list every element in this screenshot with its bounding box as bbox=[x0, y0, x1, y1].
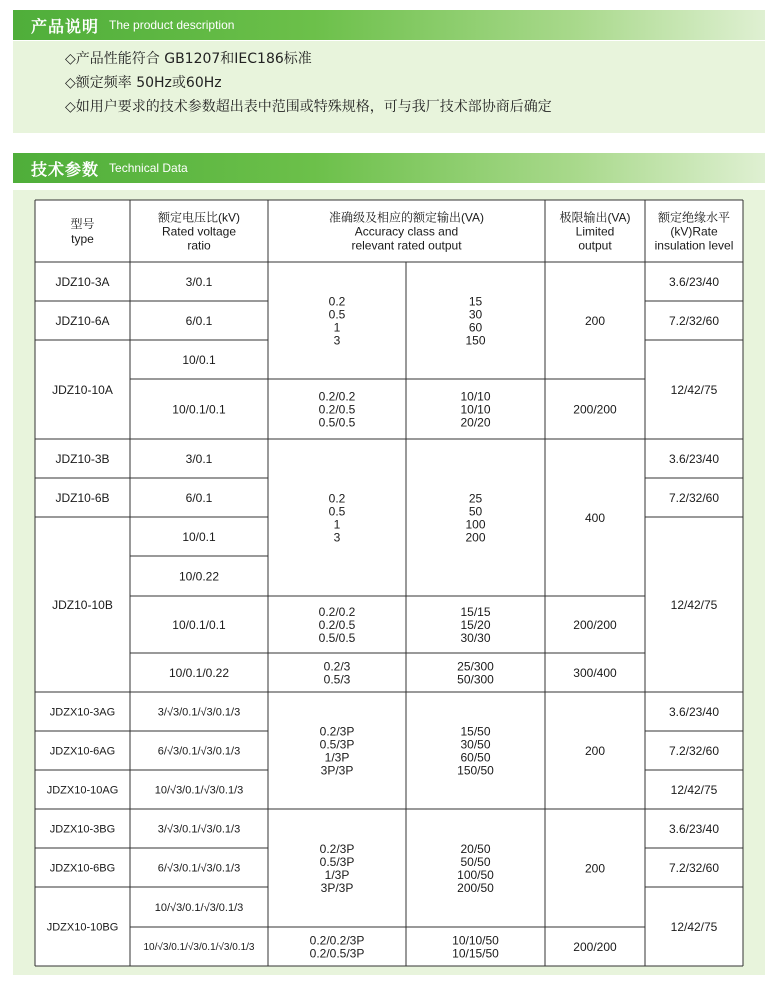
insulation-text: 12/42/75 bbox=[670, 597, 718, 612]
rated-output-text: 100/50 bbox=[457, 867, 494, 882]
rated-output-text: 50 bbox=[468, 504, 483, 519]
accuracy-class-text: 0.5/0.5 bbox=[318, 630, 356, 645]
type-text: JDZ10-3B bbox=[55, 451, 110, 466]
ratio-text: 6/√3/0.1/√3/0.1/3 bbox=[157, 862, 241, 875]
ratio-text: 10/√3/0.1/√3/0.1/√3/0.1/3 bbox=[143, 942, 255, 954]
product-description-title-en: The product description bbox=[109, 18, 235, 32]
rated-output-text: 100 bbox=[465, 517, 486, 532]
type-text: JDZX10-6BG bbox=[49, 862, 116, 875]
rated-output-text: 200/50 bbox=[457, 880, 494, 895]
description-line: ◇额定频率 50Hz或60Hz bbox=[65, 75, 222, 91]
rated-output-text: 50/300 bbox=[457, 672, 494, 687]
accuracy-class-text: 1/3P bbox=[324, 867, 350, 882]
type-text: JDZX10-10AG bbox=[46, 784, 119, 797]
rated-output-text: 60/50 bbox=[460, 750, 491, 765]
limited-output-text: 200 bbox=[584, 313, 606, 328]
rated-output-text: 10/10 bbox=[460, 389, 491, 404]
header-ratio-text: ratio bbox=[187, 238, 211, 253]
type-text: JDZ10-10B bbox=[52, 597, 113, 612]
ratio-text: 10/0.1 bbox=[182, 529, 216, 544]
type-text: JDZ10-10A bbox=[52, 382, 113, 397]
accuracy-class-text: 0.2/3 bbox=[323, 659, 351, 674]
header-insulation-text: (kV)Rate bbox=[670, 224, 718, 239]
rated-output-text: 10/15/50 bbox=[452, 946, 499, 961]
rated-output-text: 30/50 bbox=[460, 737, 491, 752]
rated-output-text: 15/20 bbox=[460, 617, 491, 632]
ratio-text: 10/0.1 bbox=[182, 352, 216, 367]
ratio-text: 6/√3/0.1/√3/0.1/3 bbox=[157, 745, 241, 758]
insulation-text: 3.6/23/40 bbox=[668, 451, 720, 466]
rated-output-text: 200 bbox=[465, 530, 486, 545]
rated-output-text: 20/20 bbox=[460, 415, 491, 430]
header-accuracy-text: relevant rated output bbox=[351, 238, 462, 253]
ratio-text: 3/√3/0.1/√3/0.1/3 bbox=[157, 706, 241, 719]
rated-output-text: 60 bbox=[468, 320, 483, 335]
ratio-text: 10/0.1/0.22 bbox=[168, 665, 230, 680]
rated-output-text: 10/10 bbox=[460, 402, 491, 417]
accuracy-class-text: 0.2/3P bbox=[319, 724, 355, 739]
header-limited-text: 极限输出(VA) bbox=[559, 210, 631, 225]
ratio-text: 10/√3/0.1/√3/0.1/3 bbox=[154, 784, 244, 797]
technical-data-title-en: Technical Data bbox=[109, 161, 188, 175]
header-insulation-text: insulation level bbox=[654, 238, 734, 253]
accuracy-class-text: 3 bbox=[333, 530, 341, 545]
description-line: ◇产品性能符合 GB1207和IEC186标准 bbox=[65, 51, 312, 67]
header-accuracy-text: Accuracy class and bbox=[354, 224, 459, 239]
description-line: ◇如用户要求的技术参数超出表中范围或特殊规格，可与我厂技术部协商后确定 bbox=[65, 99, 552, 115]
insulation-text: 12/42/75 bbox=[670, 382, 718, 397]
header-ratio-text: Rated voltage bbox=[161, 224, 237, 239]
header-accuracy-text: 准确级及相应的额定输出(VA) bbox=[328, 210, 485, 225]
rated-output-text: 15 bbox=[468, 294, 483, 309]
insulation-text: 7.2/32/60 bbox=[668, 860, 720, 875]
rated-output-text: 25 bbox=[468, 491, 483, 506]
type-text: JDZ10-3A bbox=[55, 274, 110, 289]
ratio-text: 10/0.22 bbox=[178, 569, 220, 584]
accuracy-class-text: 0.5/0.5 bbox=[318, 415, 356, 430]
limited-output-text: 200/200 bbox=[573, 939, 617, 954]
ratio-text: 3/0.1 bbox=[185, 274, 213, 289]
type-text: JDZX10-10BG bbox=[46, 921, 119, 934]
type-text: JDZ10-6A bbox=[55, 313, 110, 328]
accuracy-class-text: 0.2 bbox=[328, 294, 346, 309]
limited-output-text: 300/400 bbox=[573, 665, 617, 680]
rated-output-text: 15/50 bbox=[460, 724, 491, 739]
accuracy-class-text: 1 bbox=[333, 517, 341, 532]
accuracy-class-text: 0.2/0.5 bbox=[318, 402, 356, 417]
accuracy-class-text: 0.2 bbox=[328, 491, 346, 506]
limited-output-text: 200 bbox=[584, 743, 606, 758]
type-text: JDZ10-6B bbox=[55, 490, 110, 505]
accuracy-class-text: 0.5/3 bbox=[323, 672, 351, 687]
accuracy-class-text: 0.2/0.2/3P bbox=[309, 933, 365, 948]
header-insulation-text: 额定绝缘水平 bbox=[657, 210, 731, 225]
insulation-text: 7.2/32/60 bbox=[668, 313, 720, 328]
insulation-text: 7.2/32/60 bbox=[668, 490, 720, 505]
limited-output-text: 200 bbox=[584, 861, 606, 876]
ratio-text: 3/0.1 bbox=[185, 451, 213, 466]
header-type-text: type bbox=[71, 231, 94, 246]
accuracy-class-text: 0.2/0.5/3P bbox=[309, 946, 365, 961]
ratio-text: 10/0.1/0.1 bbox=[172, 402, 226, 417]
accuracy-class-text: 3P/3P bbox=[320, 880, 354, 895]
rated-output-text: 150 bbox=[465, 333, 486, 348]
rated-output-text: 30 bbox=[468, 307, 483, 322]
insulation-text: 3.6/23/40 bbox=[668, 821, 720, 836]
type-text: JDZX10-3BG bbox=[49, 823, 116, 836]
accuracy-class-text: 3P/3P bbox=[320, 763, 354, 778]
accuracy-class-text: 0.2/0.2 bbox=[318, 389, 356, 404]
ratio-text: 6/0.1 bbox=[185, 313, 213, 328]
rated-output-text: 25/300 bbox=[457, 659, 494, 674]
insulation-text: 3.6/23/40 bbox=[668, 704, 720, 719]
rated-output-text: 15/15 bbox=[460, 604, 491, 619]
accuracy-class-text: 3 bbox=[333, 333, 341, 348]
rated-output-text: 30/30 bbox=[460, 630, 491, 645]
insulation-text: 7.2/32/60 bbox=[668, 743, 720, 758]
rated-output-text: 50/50 bbox=[460, 854, 491, 869]
ratio-text: 3/√3/0.1/√3/0.1/3 bbox=[157, 823, 241, 836]
accuracy-class-text: 1/3P bbox=[324, 750, 350, 765]
type-text: JDZX10-3AG bbox=[49, 706, 116, 719]
accuracy-class-text: 0.5/3P bbox=[319, 737, 355, 752]
limited-output-text: 400 bbox=[584, 510, 606, 525]
insulation-text: 12/42/75 bbox=[670, 919, 718, 934]
ratio-text: 6/0.1 bbox=[185, 490, 213, 505]
accuracy-class-text: 0.2/0.2 bbox=[318, 604, 356, 619]
rated-output-text: 10/10/50 bbox=[452, 933, 499, 948]
accuracy-class-text: 0.5 bbox=[328, 504, 346, 519]
accuracy-class-text: 0.5/3P bbox=[319, 854, 355, 869]
ratio-text: 10/√3/0.1/√3/0.1/3 bbox=[154, 901, 244, 914]
insulation-text: 3.6/23/40 bbox=[668, 274, 720, 289]
header-type-text: 型号 bbox=[70, 216, 95, 231]
accuracy-class-text: 1 bbox=[333, 320, 341, 335]
header-limited-text: Limited bbox=[575, 224, 615, 239]
insulation-text: 12/42/75 bbox=[670, 782, 718, 797]
limited-output-text: 200/200 bbox=[573, 402, 617, 417]
rated-output-text: 150/50 bbox=[457, 763, 494, 778]
accuracy-class-text: 0.5 bbox=[328, 307, 346, 322]
header-ratio-text: 额定电压比(kV) bbox=[158, 210, 240, 225]
rated-output-text: 20/50 bbox=[460, 841, 491, 856]
header-limited-text: output bbox=[578, 238, 612, 253]
accuracy-class-text: 0.2/3P bbox=[319, 841, 355, 856]
technical-data-title-zh: 技术参数 bbox=[31, 159, 100, 179]
ratio-text: 10/0.1/0.1 bbox=[172, 617, 226, 632]
limited-output-text: 200/200 bbox=[573, 617, 617, 632]
accuracy-class-text: 0.2/0.5 bbox=[318, 617, 356, 632]
product-description-title-zh: 产品说明 bbox=[31, 16, 100, 36]
type-text: JDZX10-6AG bbox=[49, 745, 116, 758]
